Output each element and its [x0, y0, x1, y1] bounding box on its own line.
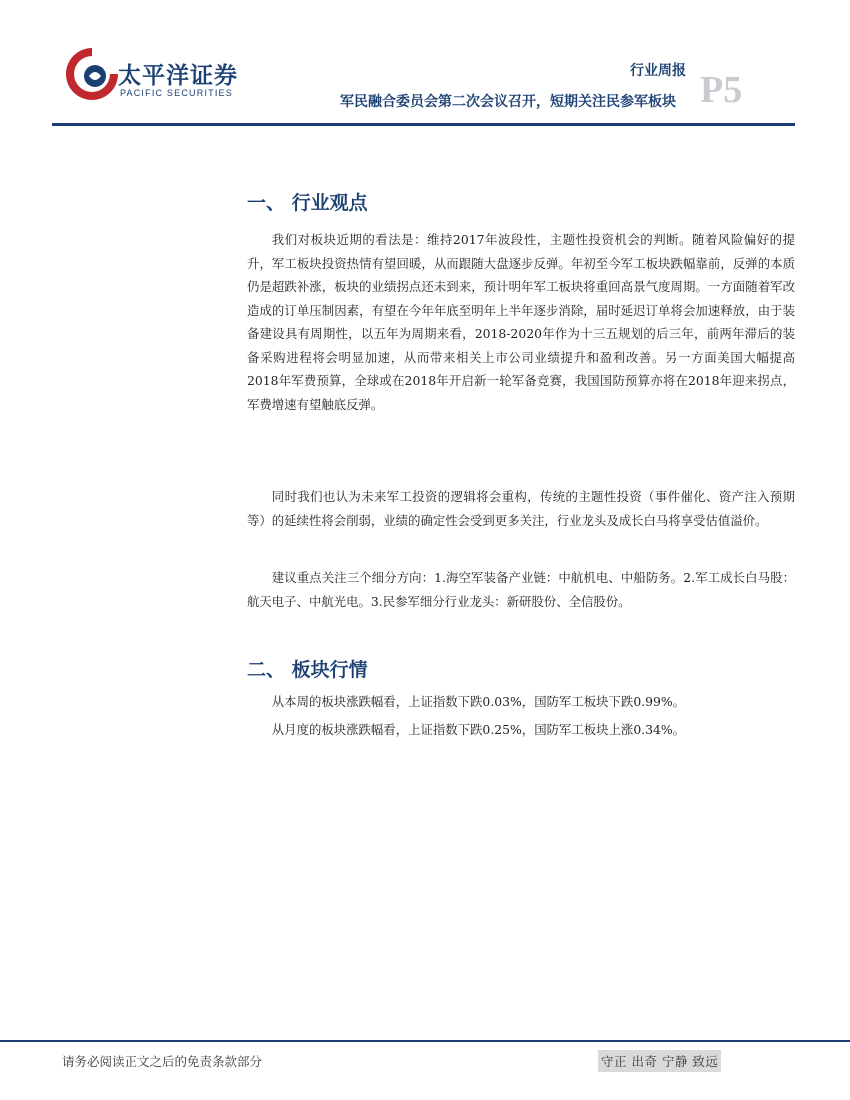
page-number: P5	[700, 69, 743, 111]
section-title-market: 二、 板块行情	[247, 659, 368, 681]
brand-name-en: PACIFIC SECURITIES	[120, 88, 233, 98]
footer-disclaimer: 请务必阅读正文之后的免责条款部分	[62, 1054, 263, 1069]
paragraph: 建议重点关注三个细分方向：1.海空军装备产业链：中航机电、中船防务。2.军工成长白马股：航天电子、中航光电。3.民参军细分行业龙头：新研股份、全信股份。	[247, 570, 795, 609]
report-type: 行业周报	[630, 63, 686, 79]
brand-name-cn: 太平洋证券	[118, 63, 238, 89]
paragraph: 从本周的板块涨跌幅看，上证指数下跌0.03%，国防军工板块下跌0.99%。	[271, 694, 686, 709]
paragraph: 从月度的板块涨跌幅看，上证指数下跌0.25%，国防军工板块上涨0.34%。	[271, 722, 686, 737]
header-divider	[52, 123, 795, 126]
report-title: 军民融合委员会第二次会议召开，短期关注民参军板块	[340, 94, 676, 110]
pacific-securities-logo-icon	[62, 44, 122, 104]
page-header	[0, 0, 850, 130]
paragraph: 同时我们也认为未来军工投资的逻辑将会重构，传统的主题性投资（事件催化、资产注入预期等）的延续性将会削弱，业绩的确定性会受到更多关注，行业龙头及成长白马将享受估值溢价。	[247, 489, 795, 528]
footer-motto: 守正 出奇 宁静 致远	[598, 1050, 721, 1072]
section-title-industry-view: 一、 行业观点	[247, 192, 368, 214]
paragraph: 我们对板块近期的看法是：维持2017年波段性，主题性投资机会的判断。随着风险偏好的提升，军工板块投资热情有望回暖，从而跟随大盘逐步反弹。年初至今军工板块跌幅靠前，反弹的本质仍是超跌补涨，板块的业绩拐点还未到来，预计明年军工板块将重回高景气度周期。一方面随着军改造成的订单压制因素，有望在今年年底至明年上半年逐步消除，届时延迟订单将会加速释放，由于装备建设具有周期性，以五年为周期来看，2018-2020年作为十三五规划的后三年，前两年滞后的装备采购进程将会明显加速，从而带来相关上市公司业绩提升和盈利改善。另一方面美国大幅提高2018年军费预算，全球或在2018年开启新一轮军备竞赛，我国国防预算亦将在2018年迎来拐点，军费增速有望触底反弹。	[247, 232, 795, 412]
footer-divider	[0, 1040, 850, 1042]
